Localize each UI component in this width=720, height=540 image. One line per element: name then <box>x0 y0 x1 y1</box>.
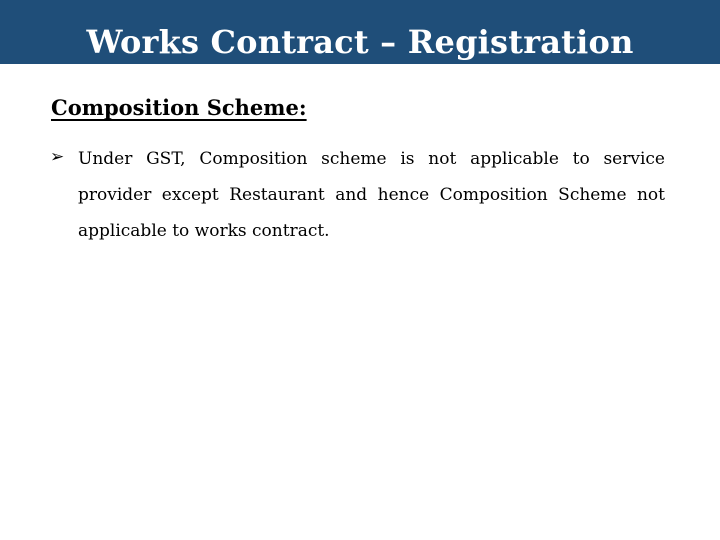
slide-title: Works Contract – Registration <box>86 23 634 61</box>
title-bar <box>0 0 720 64</box>
bullet-text: Under GST, Composition scheme is not applicable to service provider except Restaurant and hence Composition Scheme not applicable to works contract. <box>78 149 665 241</box>
section-heading: Composition Scheme: <box>51 95 307 120</box>
arrow-bullet-icon: ➢ <box>50 147 65 167</box>
bullet-item <box>50 141 665 249</box>
